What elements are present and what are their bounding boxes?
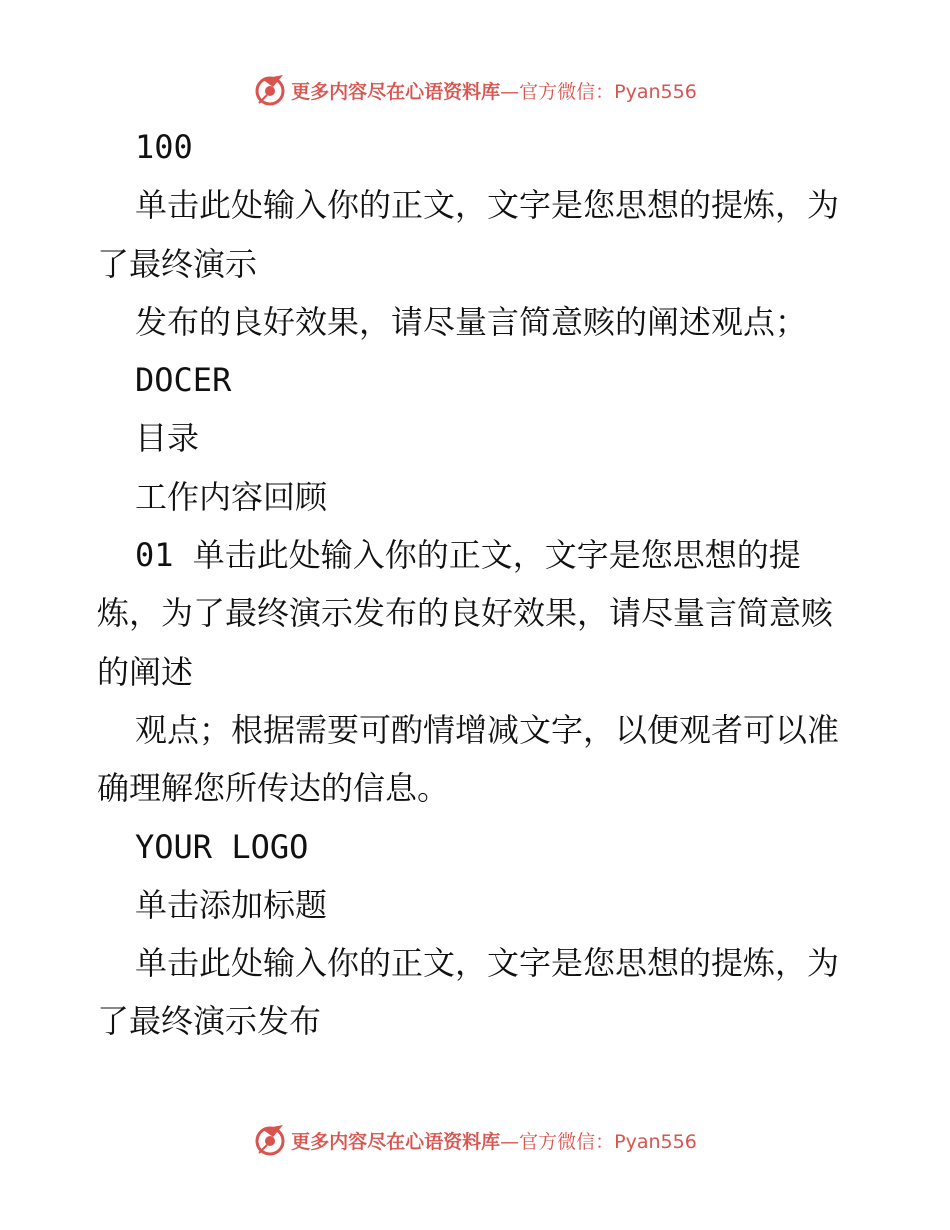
paragraph: YOUR LOGO xyxy=(135,827,309,866)
paragraph: 单击添加标题 xyxy=(135,885,328,924)
document-body xyxy=(97,118,857,1051)
paragraph: 单击此处输入你的正文，文字是您思想的提炼，为了最终演示发布 xyxy=(97,944,840,1041)
paragraph: 发布的良好效果，请尽量言简意赅的阐述观点； xyxy=(135,302,808,341)
header-watermark-banner xyxy=(0,70,950,110)
paragraph: 工作内容回顾 xyxy=(135,477,328,516)
paragraph: 目录 xyxy=(135,419,200,458)
paragraph: DOCER xyxy=(135,361,232,400)
quill-logo-icon xyxy=(253,73,287,107)
paragraph: 单击此处输入你的正文，文字是您思想的提炼，为了最终演示 xyxy=(97,186,840,283)
paragraph: 100 xyxy=(135,128,193,166)
paragraph: 01 单击此处输入你的正文，文字是您思想的提炼，为了最终演示发布的良好效果，请尽量言简意赅的阐述 xyxy=(97,536,834,691)
watermark-text: 更多内容尽在心语资料库—官方微信：Pyan556 xyxy=(291,80,697,103)
footer-watermark-banner xyxy=(0,1120,950,1160)
quill-logo-icon xyxy=(253,1123,287,1157)
watermark-text: 更多内容尽在心语资料库—官方微信：Pyan556 xyxy=(291,1130,697,1153)
paragraph: 观点；根据需要可酌情增减文字，以便观者可以准确理解您所传达的信息。 xyxy=(97,710,840,808)
